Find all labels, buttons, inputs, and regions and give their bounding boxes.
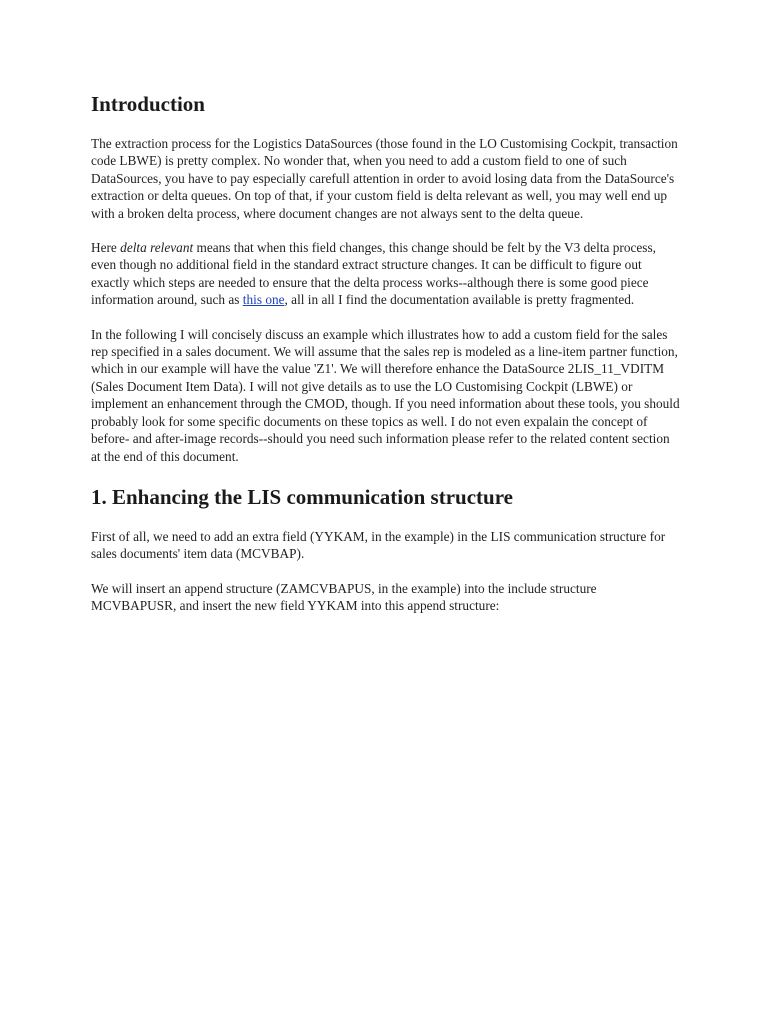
document-body — [91, 90, 681, 632]
delta-relevant-emphasis: delta relevant — [120, 240, 194, 256]
para2-prefix: Here — [91, 240, 121, 256]
paragraph-example-description: In the following I will concisely discuss an example which illustrates how to add a custom field for the sales rep specified in a sales document. We will assume that the sales rep is modeled as a line-item partner function, which in our example will have the value 'Z1'. We will therefore enhance the DataSource 2LIS_11_VDITM (Sales Document Item Data). I will not give details as to use the LO Customising Cockpit (LBWE) or implement an enhancement through the CMOD, though. If you need information about these tools, you should probably look for some specific documents on these topics as well. I do not even expalain the concept of before- and after-image records--should you need such information please refer to the related content section at the end of this document. — [91, 326, 680, 464]
paragraph-extraction-overview: The extraction process for the Logistics DataSources (those found in the LO Customising Cockpit, transaction code LBWE) is pretty complex. No wonder that, when you need to add a custom field to one of such DataSources, you have to pay especially carefull attention in order to avoid losing data from the DataSource's extraction or delta queues. On top of that, if your custom field is delta relevant as well, you may well end up with a broken delta process, where document changes are not always sent to the delta queue. — [91, 136, 678, 221]
paragraph-lis-field: First of all, we need to add an extra field (YYKAM, in the example) in the LIS communication structure for sales documents' item data (MCVBAP). — [91, 528, 666, 562]
this-one-link[interactable]: this one — [242, 292, 285, 308]
paragraph-append-structure: We will insert an append structure (ZAMCVBAPUS, in the example) into the include structure MCVBAPUSR, and insert the new field YYKAM into this append structure: — [91, 580, 597, 614]
section-1-heading: 1. Enhancing the LIS communication structure — [91, 484, 513, 509]
introduction-heading: Introduction — [91, 92, 205, 116]
para2-suffix: , all in all I find the documentation available is pretty fragmented. — [284, 292, 635, 308]
para2-middle: means that when this field changes, this change should be felt by the V3 delta process, even though no additional field in the standard extract structure changes. It can be difficult to figure out exactly which steps are needed to ensure that the delta process works--although there is some good piece information around, such as — [91, 240, 656, 308]
paragraph-delta-relevant — [91, 239, 681, 309]
